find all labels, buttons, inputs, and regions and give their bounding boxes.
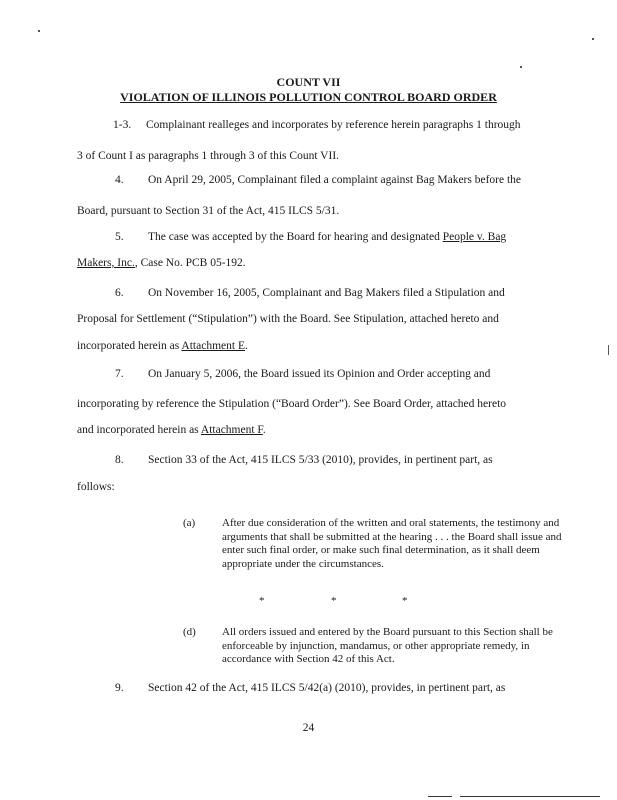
section-title: VIOLATION OF ILLINOIS POLLUTION CONTROL BOARD ORDER [120,90,497,104]
text-span: The case was accepted by the Board for hearing and designated [148,231,443,243]
ellipsis-asterisk: * [259,595,265,607]
paragraph-number: 5. [115,231,124,243]
attachment-reference: Attachment F [200,424,263,436]
paragraph-number: 6. [115,287,124,299]
paragraph-text: On April 29, 2005, Complainant filed a complaint against Bag Makers before the [148,174,522,186]
paragraph-text: On November 16, 2005, Complainant and Bag Makers filed a Stipulation and [148,287,505,299]
ellipsis-asterisk: * [402,595,408,607]
paragraph-number: 1-3. [113,119,132,131]
quoted-text: All orders issued and entered by the Board pursuant to this Section shall be enforceable by injunction, mandamus, or other appropriate remedy, in accordance with Section 42 of this Act. [222,626,553,666]
paragraph-number: 8. [115,454,124,466]
paragraph-text: Section 33 of the Act, 415 ILCS 5/33 (2010), provides, in pertinent part, as [148,454,493,466]
scan-speck [520,66,522,68]
attachment-reference: Attachment E [181,340,245,352]
paragraph-text: Section 42 of the Act, 415 ILCS 5/42(a) (2010), provides, in pertinent part, as [148,682,506,694]
text-span: . [262,424,266,436]
paragraph-text: incorporating by reference the Stipulation (“Board Order”). See Board Order, attached hereto [77,398,507,410]
case-name: People v. Bag [442,231,507,243]
ellipsis-asterisk: * [331,595,337,607]
subsection-label: (a) [183,517,196,529]
text-span: incorporated herein as [77,340,182,352]
paragraph-text: follows: [77,481,115,493]
case-name-cont: Makers, Inc. [77,257,135,269]
paragraph-number: 4. [115,174,124,186]
quoted-text: After due consideration of the written and oral statements, the testimony and arguments that shall be submitted at the hearing . . . the Board shall issue and enter such final order, or make such final determination, as it shall deem appropriate under the circumstances. [222,517,562,570]
paragraph-text [77,340,248,352]
subsection-label: (d) [183,626,196,638]
scan-speck [608,345,609,355]
paragraph-text [148,231,506,243]
paragraph-text: On January 5, 2006, the Board issued its Opinion and Order accepting and [148,368,491,380]
paragraph-text: 3 of Count I as paragraphs 1 through 3 of this Count VII. [77,150,340,162]
scan-speck [592,38,594,40]
paragraph-text: Complainant realleges and incorporates by reference herein paragraphs 1 through [146,119,521,131]
paragraph-text: Board, pursuant to Section 31 of the Act, 415 ILCS 5/31. [77,205,340,217]
paragraph-text [77,424,266,436]
footer-rule [460,796,600,797]
page-number: 24 [302,722,315,734]
text-span: . [244,340,248,352]
scan-speck [38,30,40,32]
text-span: , Case No. PCB 05-192. [134,257,246,269]
text-span: and incorporated herein as [77,424,201,436]
paragraph-number: 7. [115,368,124,380]
footer-rule [428,796,452,797]
count-heading: COUNT VII [276,75,341,89]
paragraph-text: Proposal for Settlement (“Stipulation”) with the Board. See Stipulation, attached hereto and [77,313,499,325]
paragraph-text [77,257,246,269]
paragraph-number: 9. [115,682,124,694]
